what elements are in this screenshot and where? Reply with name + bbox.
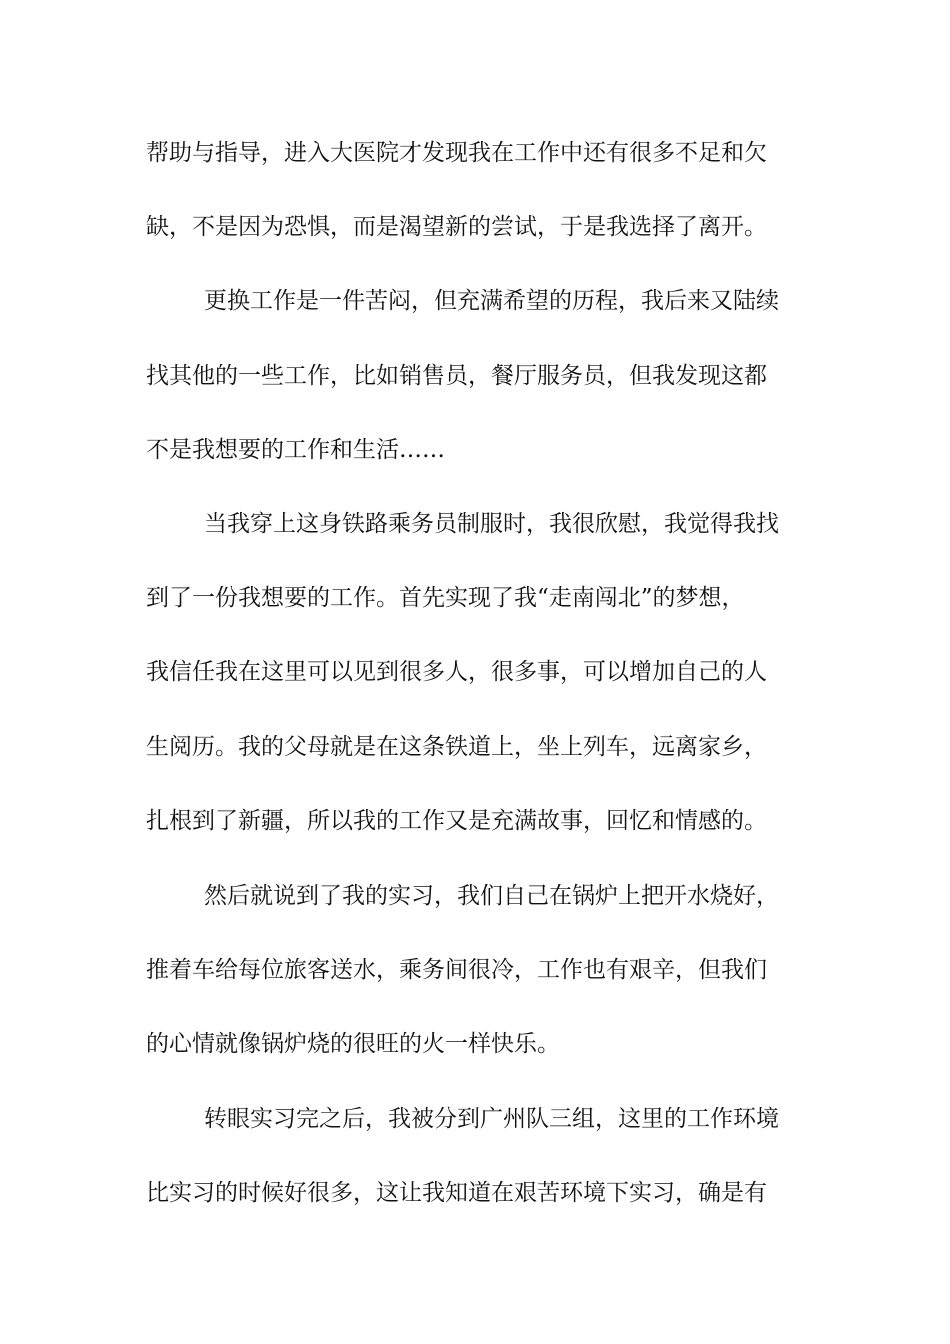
paragraph-first-line: 转眼实习完之后，我被分到广州队三组，这里的工作环境 [204,1106,779,1132]
text-line: 扎根到了新疆，所以我的工作又是充满故事，回忆和情感的。 [146,808,767,834]
text-line: 我信任我在这里可以见到很多人，很多事，可以增加自己的人 [146,659,767,685]
text-line: 不是我想要的工作和生活…… [146,437,445,463]
text-line: 帮助与指导，进入大医院才发现我在工作中还有很多不足和欠 [146,140,767,166]
paragraph-first-line: 然后就说到了我的实习，我们自己在锅炉上把开水烧好， [204,883,779,909]
paragraph-first-line: 更换工作是一件苦闷，但充满希望的历程，我后来又陆续 [204,288,779,314]
text-line: 生阅历。我的父母就是在这条铁道上，坐上列车，远离家乡， [146,734,767,760]
text-line: 缺，不是因为恐惧，而是渴望新的尝试，于是我选择了离开。 [146,214,767,240]
text-line: 比实习的时候好很多，这让我知道在艰苦环境下实习，确是有 [146,1180,767,1206]
text-line: 推着车给每位旅客送水，乘务间很冷，工作也有艰辛，但我们 [146,957,767,983]
text-line: 的心情就像锅炉烧的很旺的火一样快乐。 [146,1031,560,1057]
text-line: 到了一份我想要的工作。首先实现了我“走南闯北”的梦想， [146,585,745,611]
text-line: 找其他的一些工作，比如销售员，餐厅服务员，但我发现这都 [146,363,767,389]
paragraph-first-line: 当我穿上这身铁路乘务员制服时，我很欣慰，我觉得我找 [204,511,779,537]
